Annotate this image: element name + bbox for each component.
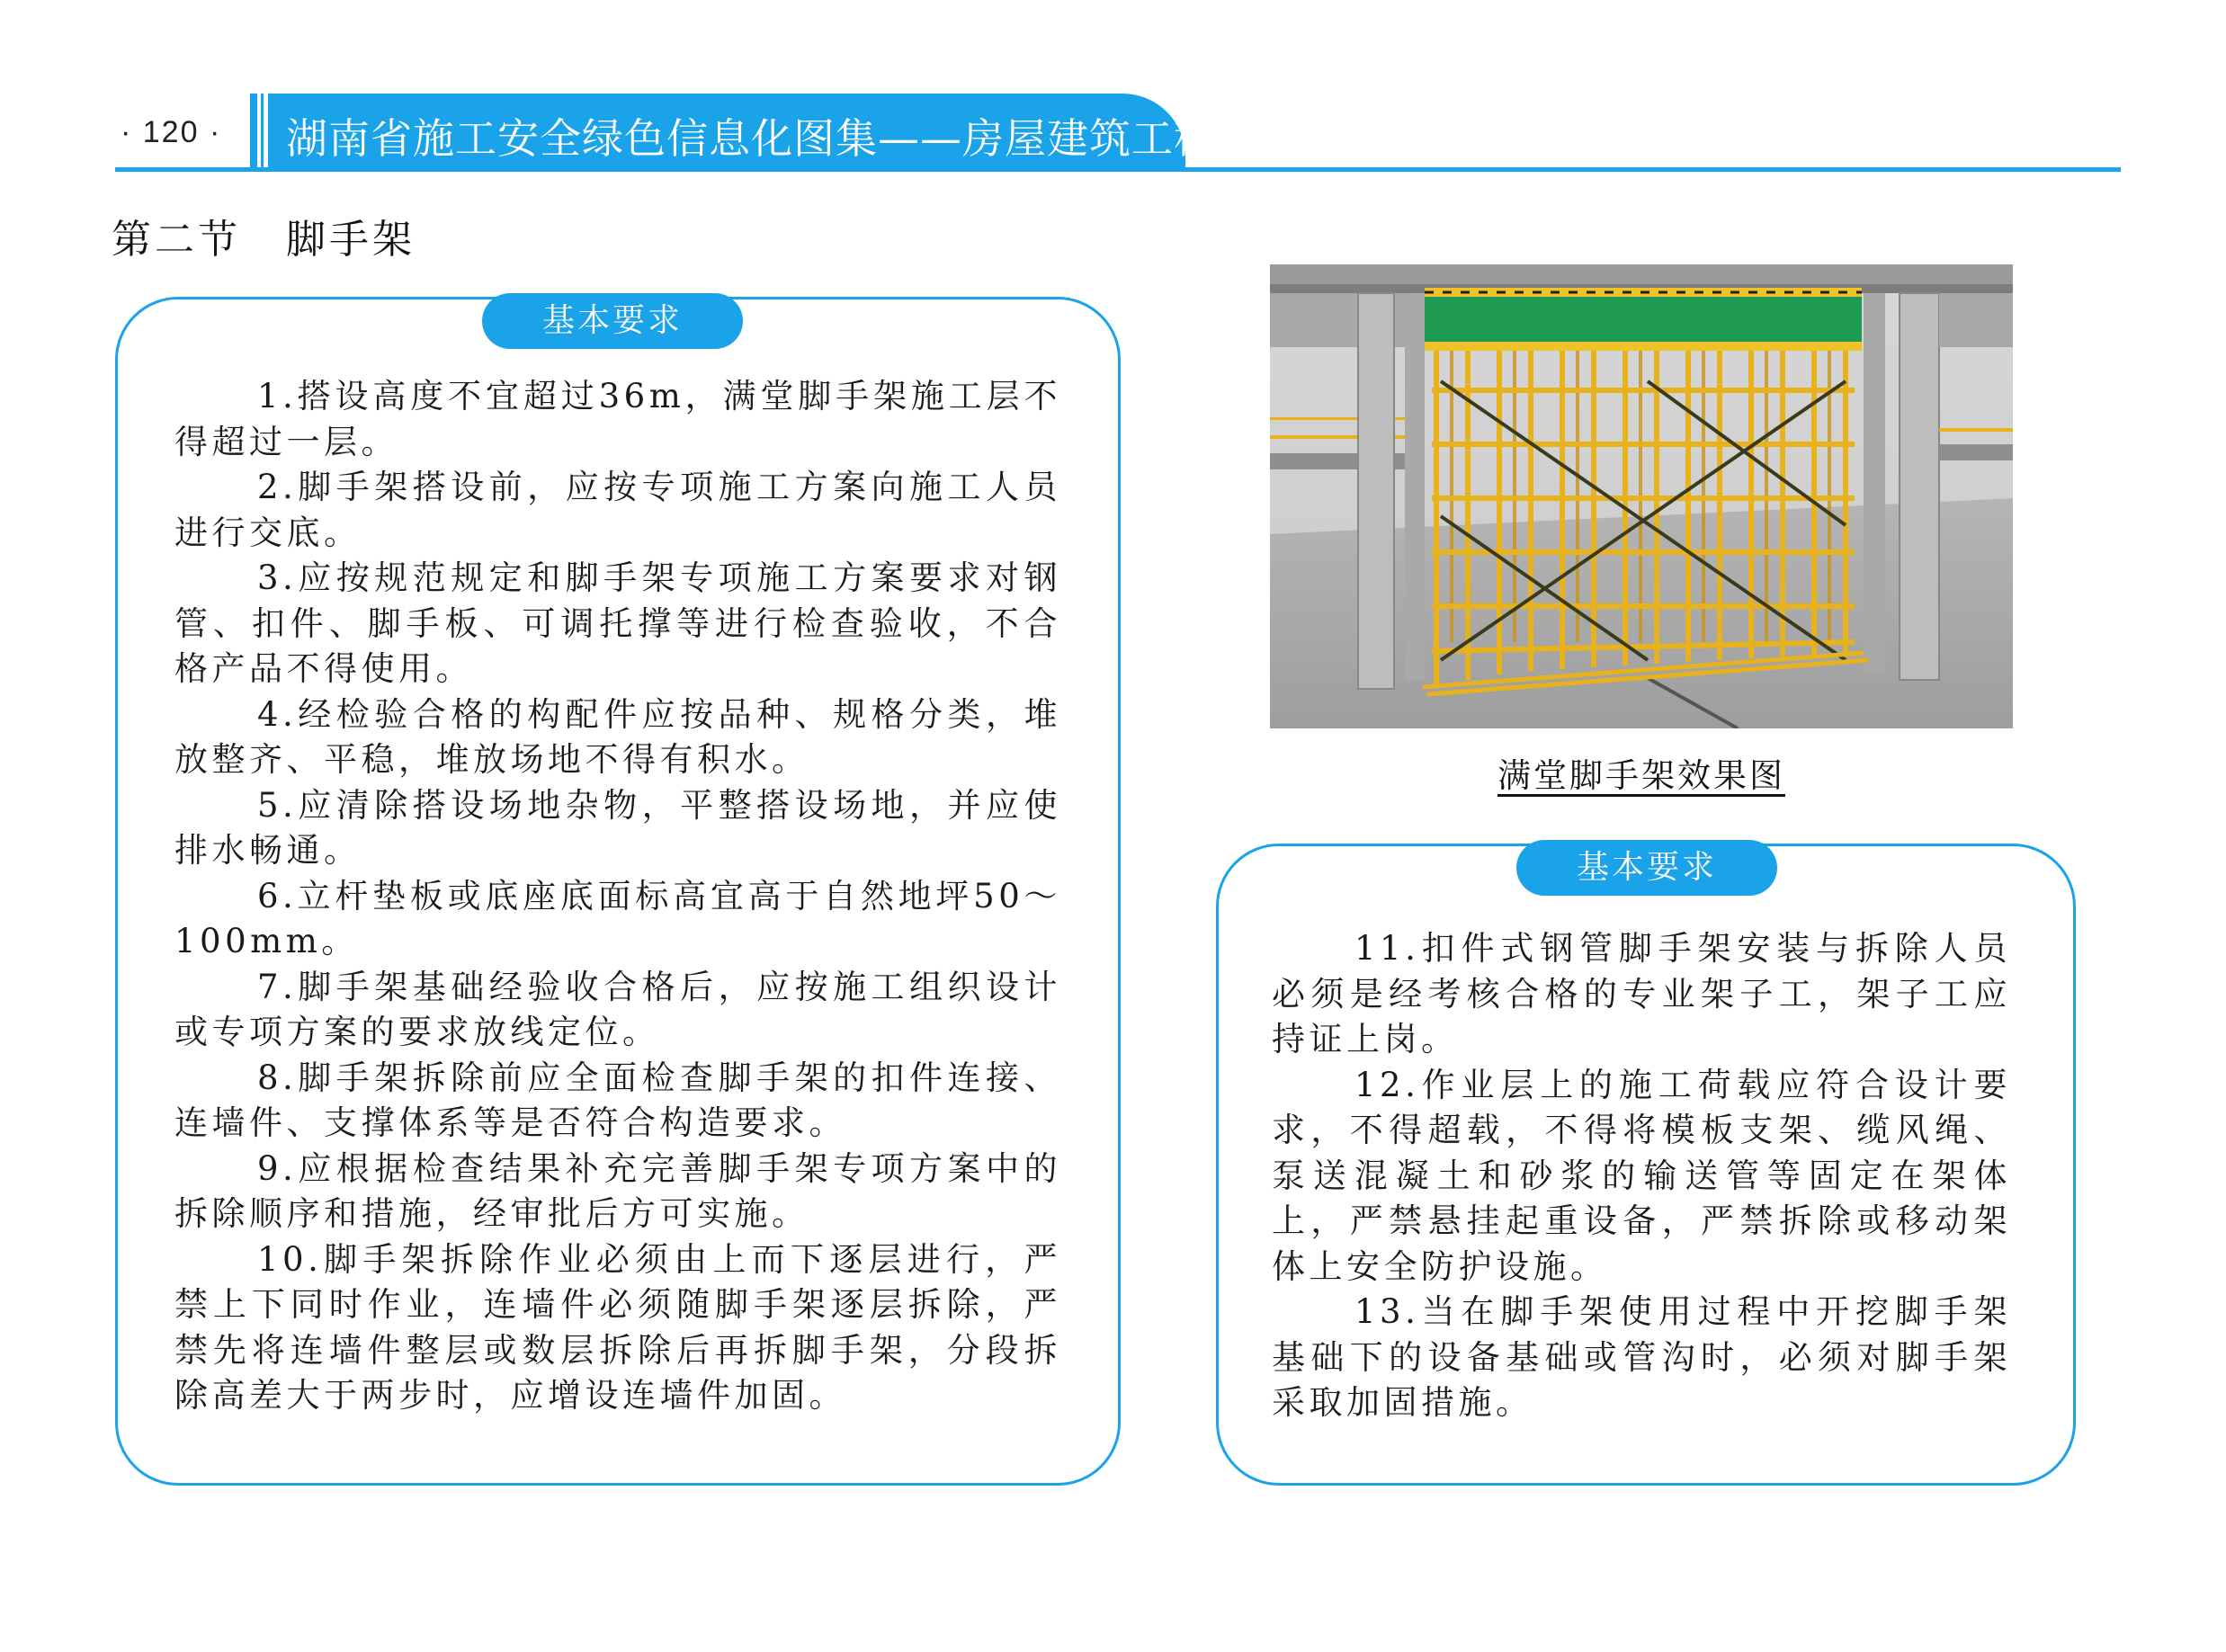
figure-caption (1270, 748, 2013, 797)
section-title (112, 207, 416, 264)
right-panel-heading: 基本要求 (1516, 840, 1777, 896)
left-requirements-list (174, 374, 1061, 1419)
list-item: 11.扣件式钢管脚手架安装与拆除人员必须是经考核合格的专业架子工，架子工应持证上岗。 (1272, 929, 2011, 1058)
list-item: 12.作业层上的施工荷载应符合设计要求，不得超载，不得将模板支架、缆风绳、泵送混凝土和砂浆的输送管等固定在架体上，严禁悬挂起重设备，严禁拆除或移动架体上安全防护设施。 (1272, 1065, 2011, 1286)
list-item: 1.搭设高度不宜超过36m，满堂脚手架施工层不得超过一层。 (174, 377, 1061, 461)
section-name: 脚手架 (286, 217, 416, 263)
list-item: 2.脚手架搭设前，应按专项施工方案向施工人员进行交底。 (174, 468, 1061, 552)
section-number: 第二节 (112, 217, 241, 263)
figure-caption-text: 满堂脚手架效果图 (1497, 756, 1785, 795)
list-item: 13.当在脚手架使用过程中开挖脚手架基础下的设备基础或管沟时，必须对脚手架采取加固措施。 (1272, 1292, 2011, 1422)
right-requirements-list (1272, 926, 2011, 1426)
list-item: 6.立杆垫板或底座底面标高宜高于自然地坪50～100mm。 (174, 876, 1061, 960)
list-item: 7.脚手架基础经验收合格后，应按施工组织设计或专项方案的要求放线定位。 (174, 967, 1061, 1051)
page-number: · 120 · (121, 115, 222, 149)
list-item: 9.应根据检查结果补充完善脚手架专项方案中的拆除顺序和措施，经审批后方可实施。 (174, 1148, 1061, 1233)
header-accent-bar-thin (261, 94, 264, 171)
list-item: 8.脚手架拆除前应全面检查脚手架的扣件连接、连墙件、支撑体系等是否符合构造要求。 (174, 1058, 1061, 1142)
list-item: 3.应按规范规定和脚手架专项施工方案要求对钢管、扣件、脚手板、可调托撑等进行检查验收，不合格产品不得使用。 (174, 558, 1061, 688)
scaffold-rendering-image (1270, 264, 2013, 728)
header-accent-bar (250, 94, 257, 171)
list-item: 4.经检验合格的构配件应按品种、规格分类，堆放整齐、平稳，堆放场地不得有积水。 (174, 694, 1061, 779)
book-title: 湖南省施工安全绿色信息化图集——房屋建筑工程 (286, 114, 1216, 163)
left-panel-heading: 基本要求 (482, 293, 743, 349)
page-header (0, 0, 2226, 180)
list-item: 5.应清除搭设场地杂物，平整搭设场地，并应使排水畅通。 (174, 785, 1061, 870)
header-rule (115, 167, 2121, 172)
list-item: 10.脚手架拆除作业必须由上而下逐层进行，严禁上下同时作业，连墙件必须随脚手架逐层拆除，严禁先将连墙件整层或数层拆除后再拆脚手架，分段拆除高差大于两步时，应增设连墙件加固。 (174, 1239, 1061, 1415)
